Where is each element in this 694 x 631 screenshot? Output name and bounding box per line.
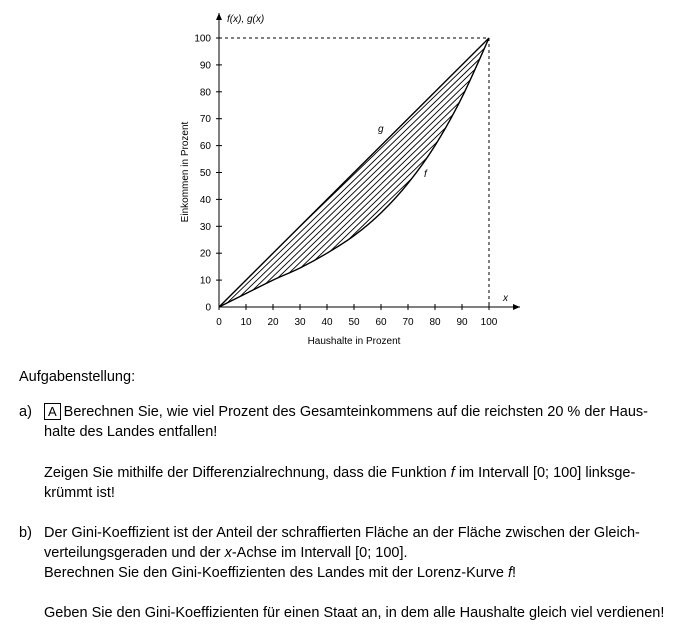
box-a: A <box>44 403 61 420</box>
part-b-line3-pre: Berechnen Sie den Gini-Koeffizienten des Landes mit der Lorenz-Kurve <box>44 565 509 581</box>
hatch-line <box>262 27 562 317</box>
part-a-line3-var: f <box>450 465 455 481</box>
hatch-line <box>293 27 593 317</box>
part-a-text1: Berechnen Sie, wie viel Prozent des Gesamteinkommens auf die reichsten 20 % der Haus- <box>63 404 648 420</box>
y-tick-label: 30 <box>199 221 211 233</box>
hatch-line <box>89 27 389 317</box>
part-b-line3 <box>44 564 684 583</box>
x-tick-label: 60 <box>375 317 387 328</box>
hatch-line <box>386 27 686 317</box>
x-tick-label: 10 <box>240 317 252 328</box>
part-a-line1 <box>44 403 684 422</box>
hatched-area <box>39 27 694 317</box>
hatch-line <box>287 27 587 317</box>
x-tick-label: 80 <box>429 317 441 328</box>
hatch-line <box>461 27 694 317</box>
hatch-line <box>200 27 500 317</box>
hatch-line <box>281 27 581 317</box>
part-a-line3-post: im Intervall [0; 100] linksge- <box>454 465 636 481</box>
x-tick-label: 0 <box>216 317 222 328</box>
hatch-line <box>231 27 531 317</box>
x-tick-label: 40 <box>321 317 333 328</box>
part-b-line3-post: ! <box>512 565 517 581</box>
hatch-line <box>188 27 488 317</box>
part-a-line4: krümmt ist! <box>44 485 115 501</box>
hatch-line <box>423 27 694 317</box>
hatch-line <box>417 27 694 317</box>
x-tick-label: 100 <box>480 317 498 328</box>
hatch-line <box>206 27 506 317</box>
part-b-line1: Der Gini-Koeffizient ist der Anteil der schraffierten Fläche an der Fläche zwischen der Gleich- <box>44 525 640 541</box>
series-label-f: f <box>424 169 427 180</box>
hatch-line <box>473 27 694 317</box>
part-a-label: a) <box>19 404 32 420</box>
x-tick-label: 70 <box>402 317 414 328</box>
hatch-line <box>392 27 692 317</box>
hatch-line <box>250 27 550 317</box>
hatch-line <box>95 27 395 317</box>
x-axis-arrow <box>513 304 520 310</box>
part-b-label: b) <box>19 525 32 541</box>
part-b-line4: Geben Sie den Gini-Koeffizienten für einen Staat an, in dem alle Haushalte gleich viel verdienen! <box>44 605 665 621</box>
y-tick-label: 20 <box>199 248 211 260</box>
part-b-line2 <box>44 544 684 563</box>
part-a-line2: halte des Landes entfallen! <box>44 424 218 440</box>
task-heading: Aufgabenstellung: <box>19 369 136 385</box>
hatch-line <box>411 27 694 317</box>
hatch-line <box>430 27 694 317</box>
series-g-line <box>219 38 489 307</box>
y-tick-label: 0 <box>205 302 211 314</box>
y-tick-label: 50 <box>199 168 211 179</box>
hatch-line <box>405 27 694 317</box>
series-label-g: g <box>378 124 384 135</box>
hatch-line <box>299 27 599 317</box>
hatch-line <box>256 27 556 317</box>
hatch-line <box>442 27 694 317</box>
hatch-line <box>213 27 513 317</box>
part-b-line3-var: f <box>508 565 513 581</box>
hatch-line <box>467 27 694 317</box>
hatch-line <box>268 27 568 317</box>
x-axis-title: Haushalte in Prozent <box>307 336 401 347</box>
x-axis-label: x <box>503 293 508 304</box>
x-tick-label: 50 <box>348 317 360 328</box>
hatch-line <box>182 27 482 317</box>
part-a-line3-pre: Zeigen Sie mithilfe der Differenzialrechnung, dass die Funktion <box>44 465 451 481</box>
hatch-line <box>64 27 364 317</box>
part-b-line2-var: x <box>224 545 232 561</box>
y-tick-label: 60 <box>199 141 211 153</box>
x-tick-label: 30 <box>294 317 306 328</box>
hatch-line <box>454 27 694 317</box>
x-tick-label: 20 <box>267 317 279 328</box>
y-axis-arrow <box>216 13 222 20</box>
y-tick-label: 70 <box>199 114 211 126</box>
hatch-line <box>237 27 537 317</box>
hatch-line <box>399 27 694 317</box>
hatch-line <box>76 27 376 317</box>
part-a-line3 <box>44 464 684 483</box>
y-tick-label: 90 <box>199 60 211 72</box>
part-b-line2-post: -Achse im Intervall [0; 100]. <box>231 545 408 561</box>
y-tick-label: 80 <box>199 87 211 99</box>
hatch-line <box>225 27 525 317</box>
y-tick-label: 40 <box>199 194 211 206</box>
curves <box>219 38 489 307</box>
y-axis-title: Einkommen in Prozent <box>180 121 191 223</box>
hatch-line <box>374 27 674 317</box>
hatch-line <box>45 27 345 317</box>
y-tick-label: 100 <box>194 33 211 45</box>
y-tick-label: 10 <box>199 275 211 287</box>
part-b-line2-pre: verteilungsgeraden und der <box>44 545 225 561</box>
y-axis-label: f(x), g(x) <box>227 14 265 25</box>
hatch-line <box>82 27 382 317</box>
hatch-line <box>448 27 694 317</box>
hatch-line <box>194 27 494 317</box>
x-tick-label: 90 <box>456 317 468 328</box>
